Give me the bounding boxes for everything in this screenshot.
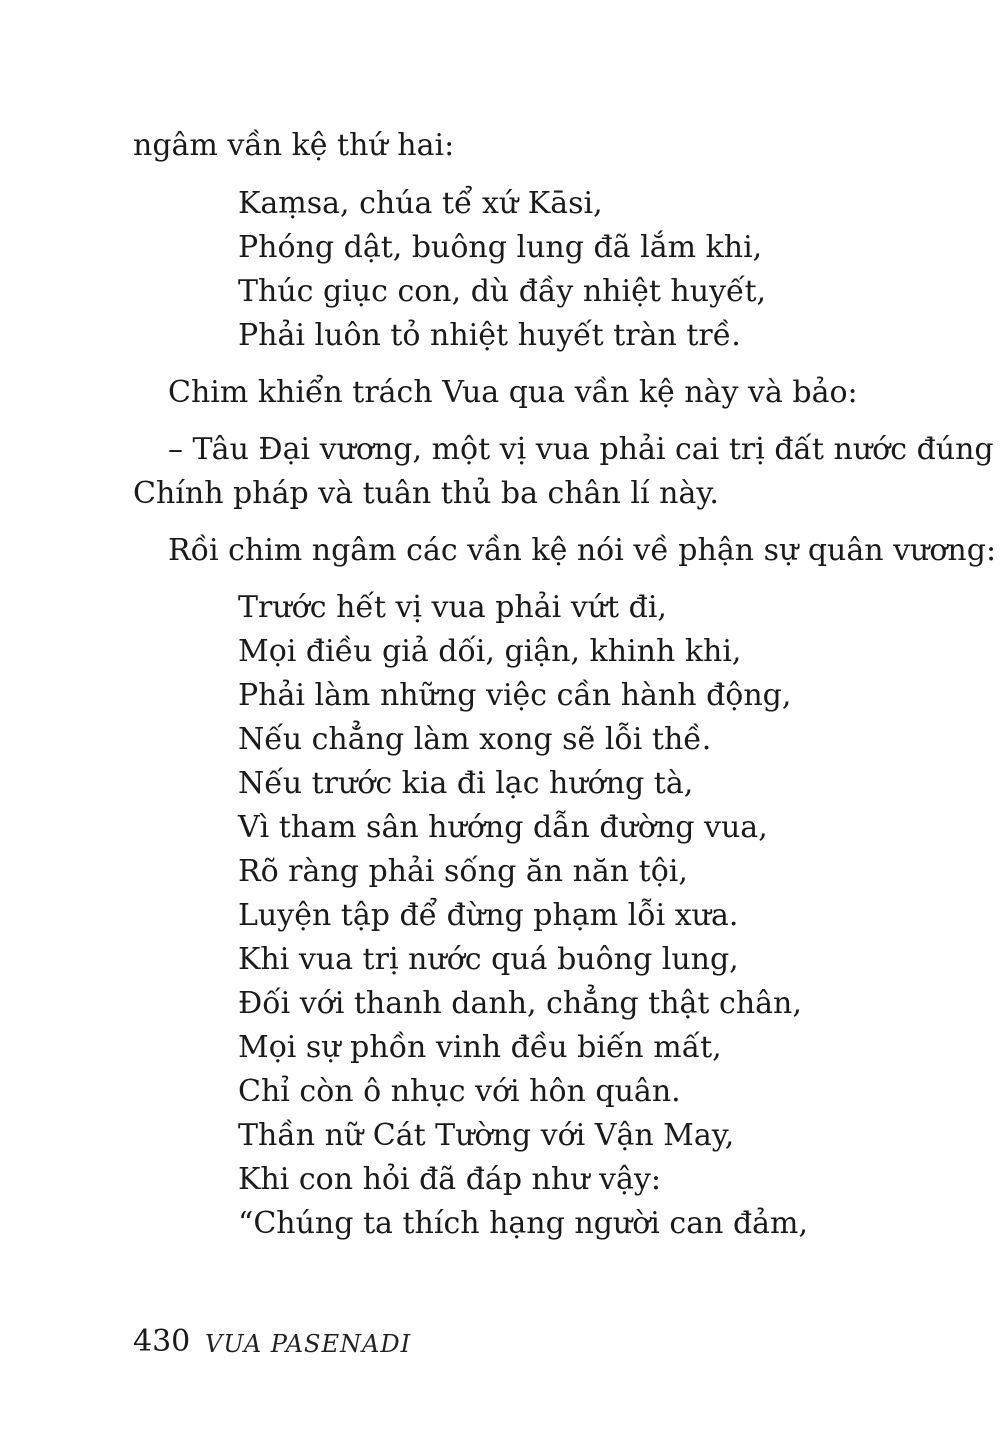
verse-line: Phải làm những việc cần hành động, xyxy=(238,678,792,713)
page-number: 430 xyxy=(133,1324,191,1359)
verse-line: Trước hết vị vua phải vứt đi, xyxy=(238,590,667,625)
verse-line: Khi con hỏi đã đáp như vậy: xyxy=(238,1162,661,1197)
verse-line: Thúc giục con, dù đầy nhiệt huyết, xyxy=(238,274,767,309)
verse-line: Vì tham sân hướng dẫn đường vua, xyxy=(238,810,768,845)
verse-line: Đối với thanh danh, chẳng thật chân, xyxy=(238,986,802,1021)
verse-line: Phải luôn tỏ nhiệt huyết tràn trề. xyxy=(238,318,741,353)
verse-line: Kaṃsa, chúa tể xứ Kāsi, xyxy=(238,186,603,221)
paragraph-line: – Tâu Đại vương, một vị vua phải cai trị đất nước đúng xyxy=(168,432,994,467)
verse-line: Nếu chẳng làm xong sẽ lỗi thề. xyxy=(238,722,712,757)
paragraph-line: Chính pháp và tuân thủ ba chân lí này. xyxy=(133,476,719,511)
running-title: VUA PASENADI xyxy=(205,1330,412,1358)
verse-line: Rõ ràng phải sống ăn năn tội, xyxy=(238,854,688,889)
verse-line: Mọi sự phồn vinh đều biến mất, xyxy=(238,1030,722,1065)
verse-line: Nếu trước kia đi lạc hướng tà, xyxy=(238,766,694,801)
verse-line: Khi vua trị nước quá buông lung, xyxy=(238,942,739,977)
text-line: ngâm vần kệ thứ hai: xyxy=(133,128,455,163)
verse-line: Mọi điều giả dối, giận, khinh khi, xyxy=(238,634,742,669)
verse-line: Thần nữ Cát Tường với Vận May, xyxy=(238,1118,735,1153)
paragraph-line: Rồi chim ngâm các vần kệ nói về phận sự quân vương: xyxy=(168,533,997,568)
verse-line: Phóng dật, buông lung đã lắm khi, xyxy=(238,230,763,265)
verse-line: “Chúng ta thích hạng người can đảm, xyxy=(238,1206,809,1241)
paragraph-line: Chim khiển trách Vua qua vần kệ này và bảo: xyxy=(168,375,858,410)
verse-line: Luyện tập để đừng phạm lỗi xưa. xyxy=(238,898,739,933)
verse-line: Chỉ còn ô nhục với hôn quân. xyxy=(238,1074,681,1109)
